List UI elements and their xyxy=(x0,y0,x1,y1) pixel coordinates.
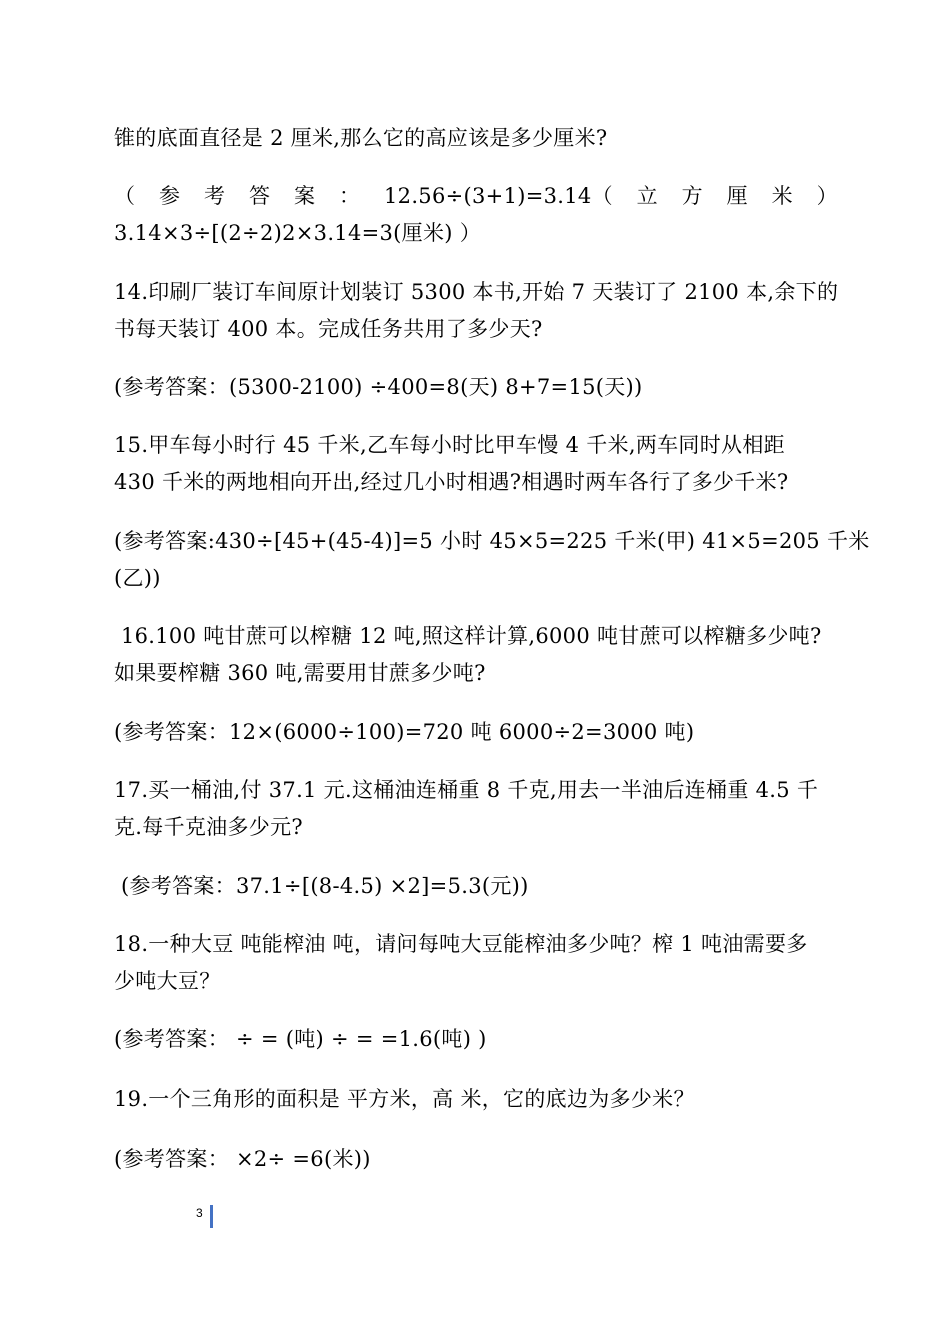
text-segment: 方 xyxy=(681,184,703,208)
text-line: 书每天装订 400 本。完成任务共用了多少天? xyxy=(114,317,543,341)
text-segment: 答 xyxy=(249,184,271,208)
text-segment: 考 xyxy=(204,184,226,208)
text-line: 3.14×3÷[(2÷2)2×3.14=3(厘米) ） xyxy=(114,221,482,245)
text-segment: 立 xyxy=(636,184,658,208)
text-line: (参考答案：37.1÷[(8-4.5) ×2]=5.3(元)) xyxy=(114,874,529,898)
text-segment: ： xyxy=(339,184,361,208)
text-line: 如果要榨糖 360 吨,需要用甘蔗多少吨? xyxy=(114,661,486,685)
text-segment: 参 xyxy=(159,184,181,208)
footer-accent-bar xyxy=(210,1205,213,1228)
text-line: (参考答案:430÷[45+(45-4)]=5 小时 45×5=225 千米(甲) 41×5=205 千米 xyxy=(114,529,870,553)
text-line: (乙)) xyxy=(114,566,161,590)
text-segment: 厘 xyxy=(726,184,748,208)
text-line: 少吨大豆？ xyxy=(114,969,221,993)
text-line: (参考答案： ÷ = (吨) ÷ = =1.6(吨) ) xyxy=(114,1027,487,1051)
text-line: 17.买一桶油,付 37.1 元.这桶油连桶重 8 千克,用去一半油后连桶重 4.5 千 xyxy=(114,778,819,802)
text-line: 18.一种大豆 吨能榨油 吨，请问每吨大豆能榨油多少吨？榨 1 吨油需要多 xyxy=(114,932,808,956)
text-segment: 米 xyxy=(771,184,793,208)
page-number: 3 xyxy=(196,1206,203,1220)
text-line: 15.甲车每小时行 45 千米,乙车每小时比甲车慢 4 千米,两车同时从相距 xyxy=(114,433,785,457)
text-segment: （ xyxy=(114,184,136,208)
text-line: 19.一个三角形的面积是 平方米，高 米，它的底边为多少米？ xyxy=(114,1087,695,1111)
text-segment: 12.56÷(3+1)=3.14（ xyxy=(384,184,613,208)
text-line: (参考答案：(5300-2100) ÷400=8(天) 8+7=15(天)) xyxy=(114,375,643,399)
text-line: 430 千米的两地相向开出,经过几小时相遇?相遇时两车各行了多少千米? xyxy=(114,470,789,494)
text-line: 14.印刷厂装订车间原计划装订 5300 本书,开始 7 天装订了 2100 本,余下的 xyxy=(114,280,839,304)
text-line-justified xyxy=(114,182,838,210)
text-segment: ） xyxy=(816,184,838,208)
text-line: 克.每千克油多少元? xyxy=(114,815,303,839)
text-line: 锥的底面直径是 2 厘米,那么它的高应该是多少厘米? xyxy=(114,126,608,150)
text-line: (参考答案： ×2÷ =6(米)) xyxy=(114,1147,371,1171)
text-segment: 案 xyxy=(294,184,316,208)
text-line: 16.100 吨甘蔗可以榨糖 12 吨,照这样计算,6000 吨甘蔗可以榨糖多少吨? xyxy=(114,624,822,648)
text-line: (参考答案：12×(6000÷100)=720 吨 6000÷2=3000 吨) xyxy=(114,720,695,744)
